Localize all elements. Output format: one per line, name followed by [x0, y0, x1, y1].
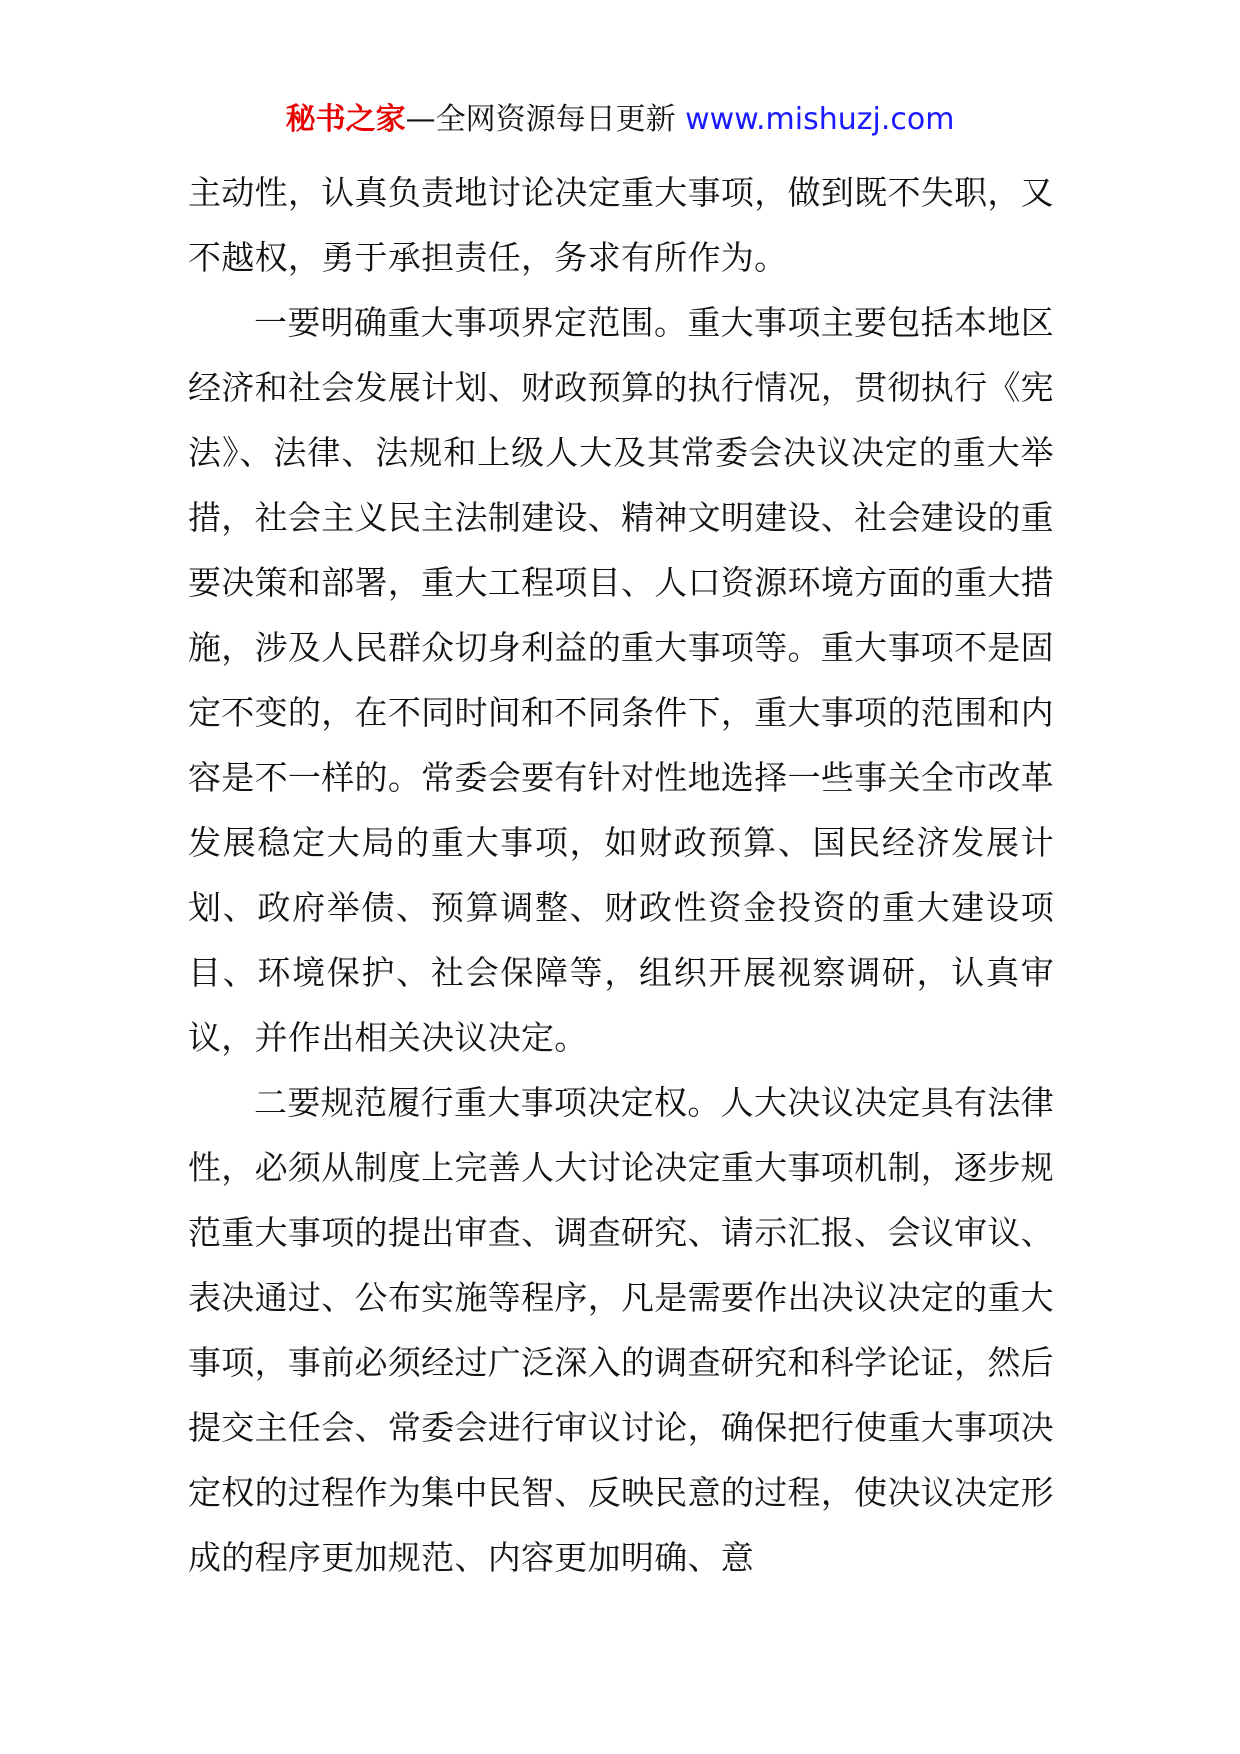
website-link[interactable]: www.mishuzj.com: [685, 102, 955, 137]
page-header: [0, 100, 1240, 140]
paragraph-procedure: 二要规范履行重大事项决定权。人大决议决定具有法律性，必须从制度上完善人大讨论决定重大事项机制，逐步规范重大事项的提出审查、调查研究、请示汇报、会议审议、表决通过、公布实施等程序，凡是需要作出决议决定的重大事项，事前必须经过广泛深入的调查研究和科学论证，然后提交主任会、常委会进行审议讨论，确保把行使重大事项决定权的过程作为集中民智、反映民意的过程，使决议决定形成的程序更加规范、内容更加明确、意: [188, 1083, 1054, 1577]
header-tagline: —全网资源每日更新: [405, 102, 686, 137]
paragraph-scope: 一要明确重大事项界定范围。重大事项主要包括本地区经济和社会发展计划、财政预算的执行情况，贯彻执行《宪法》、法律、法规和上级人大及其常委会决议决定的重大举措，社会主义民主法制建设、精神文明建设、社会建设的重要决策和部署，重大工程项目、人口资源环境方面的重大措施，涉及人民群众切身利益的重大事项等。重大事项不是固定不变的，在不同时间和不同条件下，重大事项的范围和内容是不一样的。常委会要有针对性地选择一些事关全市改革发展稳定大局的重大事项，如财政预算、国民经济发展计划、政府举债、预算调整、财政性资金投资的重大建设项目、环境保护、社会保障等，组织开展视察调研，认真审议，并作出相关决议决定。: [188, 303, 1054, 1057]
paragraph-continued: 主动性，认真负责地讨论决定重大事项，做到既不失职，又不越权，勇于承担责任，务求有所作为。: [188, 173, 1054, 277]
document-body: [188, 160, 1054, 1590]
brand-name: 秘书之家: [285, 102, 406, 137]
